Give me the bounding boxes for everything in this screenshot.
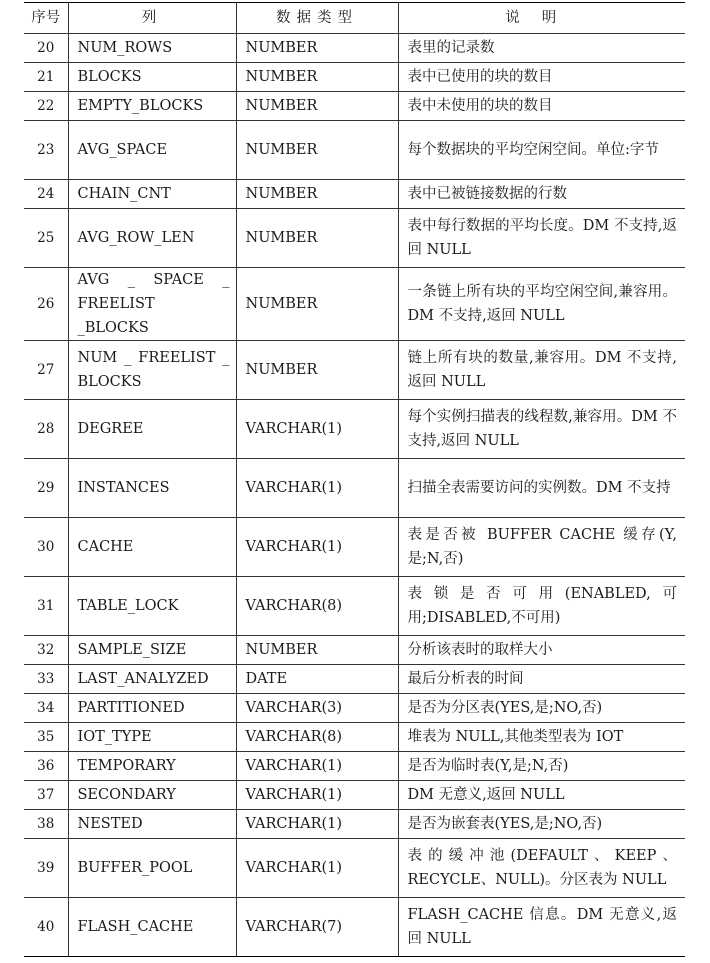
row-desc: 表锁是否可用(ENABLED,可用;DISABLED,不可用): [398, 577, 685, 636]
row-column: BLOCKS: [68, 63, 236, 92]
row-type: VARCHAR(1): [236, 781, 398, 810]
row-desc: 表中已使用的块的数目: [398, 63, 685, 92]
row-column: CACHE: [68, 518, 236, 577]
header-row: [24, 3, 685, 34]
row-desc: 堆表为 NULL,其他类型表为 IOT: [398, 723, 685, 752]
row-type: VARCHAR(8): [236, 577, 398, 636]
row-no: 32: [24, 636, 68, 665]
table-row: [24, 839, 685, 898]
row-no: 34: [24, 694, 68, 723]
row-no: 23: [24, 121, 68, 180]
table-row: [24, 752, 685, 781]
row-no: 35: [24, 723, 68, 752]
row-no: 26: [24, 268, 68, 341]
row-no: 24: [24, 180, 68, 209]
row-type: VARCHAR(1): [236, 400, 398, 459]
table-row: [24, 781, 685, 810]
row-column: CHAIN_CNT: [68, 180, 236, 209]
row-column: LAST_ANALYZED: [68, 665, 236, 694]
row-column: FLASH_CACHE: [68, 898, 236, 957]
table-container: [24, 2, 685, 957]
row-type: DATE: [236, 665, 398, 694]
header-desc: 说明: [398, 3, 685, 34]
column-description-table: [24, 2, 685, 957]
row-desc: 每个实例扫描表的线程数,兼容用。DM 不支持,返回 NULL: [398, 400, 685, 459]
row-column: IOT_TYPE: [68, 723, 236, 752]
row-desc: 是否为嵌套表(YES,是;NO,否): [398, 810, 685, 839]
row-no: 31: [24, 577, 68, 636]
row-column: AVG_ROW_LEN: [68, 209, 236, 268]
row-no: 36: [24, 752, 68, 781]
row-desc: 是否为分区表(YES,是;NO,否): [398, 694, 685, 723]
row-type: NUMBER: [236, 121, 398, 180]
table-row: [24, 121, 685, 180]
row-column: INSTANCES: [68, 459, 236, 518]
table-row: [24, 400, 685, 459]
table-row: [24, 694, 685, 723]
row-column: NESTED: [68, 810, 236, 839]
row-desc: 最后分析表的时间: [398, 665, 685, 694]
row-type: NUMBER: [236, 92, 398, 121]
table-row: [24, 180, 685, 209]
row-type: NUMBER: [236, 63, 398, 92]
table-row: [24, 92, 685, 121]
table-row: [24, 209, 685, 268]
table-row: [24, 268, 685, 341]
row-type: VARCHAR(7): [236, 898, 398, 957]
row-no: 22: [24, 92, 68, 121]
row-type: VARCHAR(3): [236, 694, 398, 723]
row-no: 37: [24, 781, 68, 810]
row-desc: 表的缓冲池(DEFAULT、KEEP、RECYCLE、NULL)。分区表为 NULL: [398, 839, 685, 898]
table-row: [24, 459, 685, 518]
row-column: DEGREE: [68, 400, 236, 459]
row-desc: DM 无意义,返回 NULL: [398, 781, 685, 810]
table-row: [24, 810, 685, 839]
row-no: 28: [24, 400, 68, 459]
row-type: VARCHAR(1): [236, 839, 398, 898]
row-column: TEMPORARY: [68, 752, 236, 781]
table-row: [24, 341, 685, 400]
row-no: 38: [24, 810, 68, 839]
row-type: VARCHAR(1): [236, 518, 398, 577]
row-column: SECONDARY: [68, 781, 236, 810]
row-no: 39: [24, 839, 68, 898]
table-row: [24, 577, 685, 636]
row-column: BUFFER_POOL: [68, 839, 236, 898]
row-desc: 表中每行数据的平均长度。DM 不支持,返回 NULL: [398, 209, 685, 268]
table-row: [24, 518, 685, 577]
row-column: AVG _ SPACE _ FREELIST _BLOCKS: [68, 268, 236, 341]
table-row: [24, 898, 685, 957]
row-no: 33: [24, 665, 68, 694]
row-type: NUMBER: [236, 180, 398, 209]
row-column: AVG_SPACE: [68, 121, 236, 180]
table-row: [24, 665, 685, 694]
row-type: VARCHAR(1): [236, 459, 398, 518]
row-type: NUMBER: [236, 34, 398, 63]
row-column: PARTITIONED: [68, 694, 236, 723]
row-type: NUMBER: [236, 341, 398, 400]
row-desc: FLASH_CACHE 信息。DM 无意义,返回 NULL: [398, 898, 685, 957]
row-column: NUM_ROWS: [68, 34, 236, 63]
row-column: EMPTY_BLOCKS: [68, 92, 236, 121]
header-column: 列: [68, 3, 236, 34]
row-no: 30: [24, 518, 68, 577]
table-row: [24, 63, 685, 92]
row-desc: 扫描全表需要访问的实例数。DM 不支持: [398, 459, 685, 518]
table-row: [24, 34, 685, 63]
row-no: 25: [24, 209, 68, 268]
row-type: NUMBER: [236, 636, 398, 665]
table-row: [24, 636, 685, 665]
table-row: [24, 723, 685, 752]
row-desc: 表中未使用的块的数目: [398, 92, 685, 121]
row-desc: 表是否被 BUFFER CACHE 缓存(Y,是;N,否): [398, 518, 685, 577]
row-desc: 表里的记录数: [398, 34, 685, 63]
row-column: TABLE_LOCK: [68, 577, 236, 636]
header-no: 序号: [24, 3, 68, 34]
row-no: 27: [24, 341, 68, 400]
row-desc: 每个数据块的平均空闲空间。单位:字节: [398, 121, 685, 180]
row-type: VARCHAR(8): [236, 723, 398, 752]
row-type: NUMBER: [236, 268, 398, 341]
row-desc: 表中已被链接数据的行数: [398, 180, 685, 209]
header-type: 数据类型: [236, 3, 398, 34]
row-desc: 一条链上所有块的平均空闲空间,兼容用。DM 不支持,返回 NULL: [398, 268, 685, 341]
row-no: 29: [24, 459, 68, 518]
row-type: VARCHAR(1): [236, 752, 398, 781]
row-type: NUMBER: [236, 209, 398, 268]
row-desc: 分析该表时的取样大小: [398, 636, 685, 665]
row-no: 40: [24, 898, 68, 957]
row-column: SAMPLE_SIZE: [68, 636, 236, 665]
row-no: 20: [24, 34, 68, 63]
row-desc: 链上所有块的数量,兼容用。DM 不支持,返回 NULL: [398, 341, 685, 400]
row-no: 21: [24, 63, 68, 92]
row-desc: 是否为临时表(Y,是;N,否): [398, 752, 685, 781]
row-column: NUM _ FREELIST _ BLOCKS: [68, 341, 236, 400]
row-type: VARCHAR(1): [236, 810, 398, 839]
